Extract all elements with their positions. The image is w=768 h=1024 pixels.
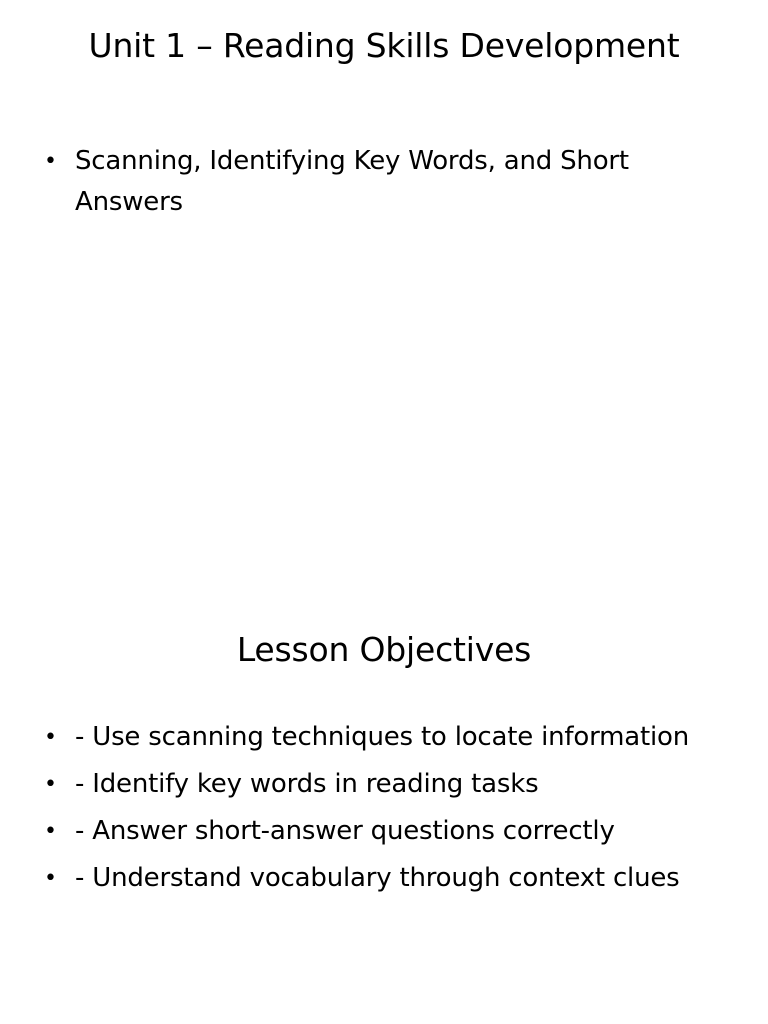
bullet-list (44, 141, 704, 229)
bullet-icon: • (44, 149, 57, 174)
bullet-text: - Understand vocabulary through context clues (75, 863, 680, 893)
bullet-text: - Answer short-answer questions correctly (75, 816, 615, 846)
slide-title: Lesson Objectives (236, 630, 532, 669)
bullet-icon: • (44, 772, 57, 797)
bullet-item (44, 717, 704, 758)
bullet-item (44, 141, 704, 223)
bullet-icon: • (44, 819, 57, 844)
bullet-text: - Identify key words in reading tasks (75, 769, 539, 799)
bullet-item (44, 858, 704, 899)
bullet-item (44, 764, 704, 805)
bullet-icon: • (44, 725, 57, 750)
bullet-text: Scanning, Identifying Key Words, and Short Answers (75, 146, 629, 217)
bullet-item (44, 811, 704, 852)
bullet-list (44, 717, 704, 905)
bullet-text: - Use scanning techniques to locate information (75, 722, 689, 752)
bullet-icon: • (44, 866, 57, 891)
slide-title: Unit 1 – Reading Skills Development (88, 26, 680, 65)
slide-lesson-objectives (0, 512, 768, 1024)
